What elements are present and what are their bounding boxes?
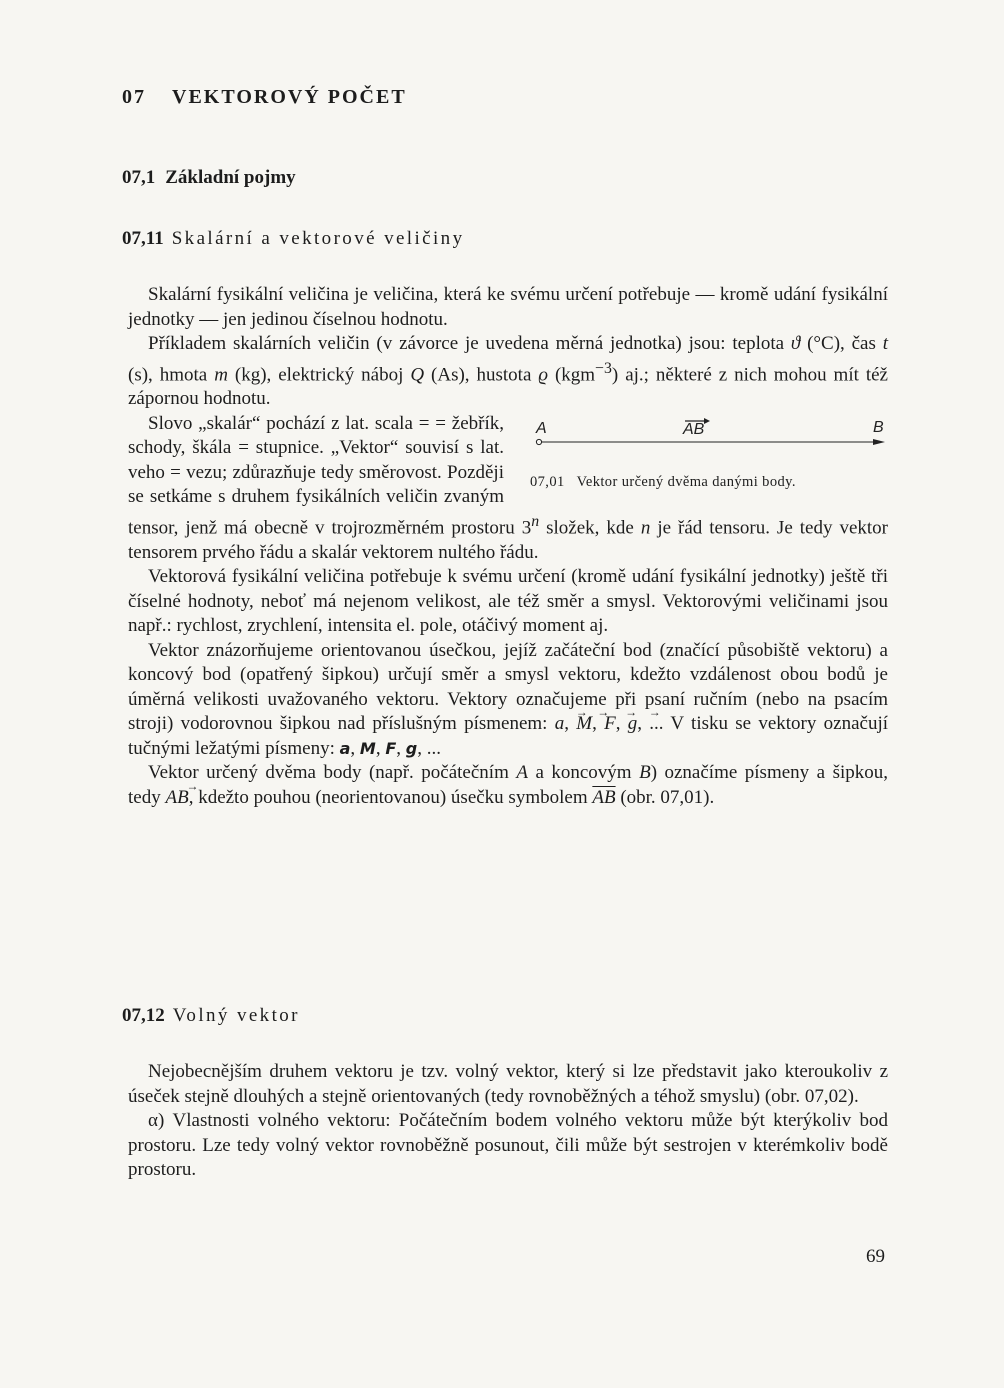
bold-m-symbol: M: [359, 738, 376, 758]
paragraph-vector-definition: [128, 565, 888, 639]
subsection-2-number: 07,12: [122, 1005, 165, 1026]
p4-text: Vektorová fysikální veličina potřebuje k svému určení (kromě udání fysikální jednotky) ještě tři číselné hodnoty, neboť má nejenom velikost, ale též směr a smysl. Vektorovými veličinami jsou např.: rychlost, zrychlení, intensita el. pole, otáčivý moment aj.: [128, 566, 888, 637]
p2-d: (kg), elektrický náboj: [227, 363, 411, 385]
p6-b: a koncovým: [527, 762, 640, 784]
p2-b: (°C), čas: [800, 333, 883, 354]
vec-m-symbol: → M: [576, 713, 592, 734]
subsection-1-number: 07,11: [122, 228, 164, 249]
vec-ab-symbol: → AB: [165, 787, 188, 808]
p6-a: Vektor určený dvěma body (např. počátečním: [148, 762, 517, 784]
figure-caption-text: Vektor určený dvěma danými body.: [576, 473, 796, 490]
p2-exponent: −3: [595, 359, 612, 377]
vec-g-symbol: → g: [628, 713, 638, 734]
figure-number: 07,01: [530, 473, 565, 490]
p2-f: (kgm: [548, 363, 596, 385]
bold-f-symbol: F: [385, 738, 397, 758]
point-a-label: A: [536, 419, 547, 437]
subsection-2-title: Volný vektor: [172, 1005, 300, 1026]
a-point-symbol: A: [516, 762, 528, 784]
subsection-heading-2: [122, 1005, 300, 1027]
segment-ab-symbol: $\overline{AB}$: [592, 786, 616, 808]
theta-symbol: ϑ: [790, 333, 801, 354]
paragraph-scalar-definition: [128, 283, 888, 332]
section-title: Základní pojmy: [165, 167, 296, 188]
p5-end: , ...: [417, 737, 441, 759]
vec-a-symbol: → a: [555, 713, 565, 734]
m-symbol: m: [214, 363, 228, 385]
section-number: 07,1: [122, 167, 156, 188]
point-b-label: B: [873, 418, 884, 436]
p3-exponent: n: [531, 512, 540, 530]
paragraph-free-vector: [128, 1060, 888, 1109]
p6-c: ) označíme písmeny a šipkou, tedy: [128, 762, 889, 808]
p3-text3: je řád tensoru. Je tedy vektor tensorem prvého řádu a skalár vektorem nultého řádu.: [128, 517, 888, 563]
chapter-heading: [122, 86, 407, 109]
paragraph-scalar-origin: [128, 412, 888, 565]
subsection-heading-1: [122, 228, 464, 250]
paragraph-free-vector-properties: [128, 1109, 888, 1183]
t-symbol: t: [882, 333, 888, 354]
p6-d: , kdežto pouhou (neorientovanou) úsečku symbolem: [188, 786, 593, 808]
subsection-1-title: Skalární a vektorové veličiny: [171, 228, 465, 249]
vector-ab-label: AB: [683, 420, 705, 438]
paragraph-vector-notation: Vektor znázorňujeme orientovanou úsečkou, jejíž začáteční bod (značící působiště vektoru) a koncový bod (opatřený šipkou) určují směr a smysl vektoru, kdežto vzdálenost obou bodů je úměrná velikosti uvažovaného vektoru. Vektory označujeme při psaní ručním (nebo na psacím stroji) vodorovnou šipkou nad příslušným písmenem: → a, → M, → F, → g, ... V tisku se vektory označují tučnými ležatými písmeny: a, M, F, g, ...: [128, 639, 888, 762]
p3-text: Slovo „skalár“ pochází z lat. scala = = žebřík, schody, škála = stupnice. „Vektor“ souvisí s lat. veho = vezu; zdůrazňuje tedy směrovost. Později se setkáme s druhem fysikálních veličin zvaným tensor, jenž má obecně v trojrozměrném prostoru 3: [128, 412, 532, 539]
n-symbol: n: [640, 517, 651, 539]
paragraph-vector-ab: [128, 761, 888, 810]
point-a-circle: [536, 439, 541, 444]
p5-mid: , ... V tisku se vektory označují tučnými ležatými písmeny:: [128, 713, 889, 759]
figure-caption: [530, 470, 796, 495]
p3-text2: složek, kde: [539, 517, 641, 539]
chapter-title: VEKTOROVÝ POČET: [172, 86, 407, 108]
b-point-symbol: B: [639, 762, 651, 784]
body-text-block-2: [128, 1060, 888, 1183]
rho-symbol: ϱ: [538, 363, 548, 385]
paragraph-scalar-examples: [128, 332, 888, 412]
p1-text: Skalární fysikální veličina je veličina, která ke svému určení potřebuje — kromě udání fysikální jednotky — jen jedinou číselnou hodnotu.: [128, 284, 888, 330]
p2-a: Příkladem skalárních veličin (v závorce je uvedena měrná jednotka) jsou: teplota: [148, 333, 791, 354]
p2-g: ) aj.; některé z nich mohou mít též zápornou hodnotu.: [128, 363, 888, 410]
p2-c: (s), hmota: [128, 363, 215, 385]
vector-ab-arrowhead: [873, 439, 885, 445]
vector-ab-label-arrowhead: [704, 418, 710, 424]
p2-e: (As), hustota: [424, 363, 539, 385]
vector-ab-diagram: [528, 412, 888, 468]
body-text-block-1: [128, 283, 888, 810]
p8-text: Vlastnosti volného vektoru: Počátečním bodem volného vektoru může být kterýkoliv bod prostoru. Lze tedy volný vektor rovnoběžně posunout, čili může být sestrojen v kterémkoliv bodě prostoru.: [128, 1110, 888, 1180]
section-heading: [122, 167, 296, 189]
figure-07-01: [528, 412, 888, 500]
vec-f-symbol: → F: [604, 713, 616, 734]
bold-a-symbol: a: [339, 738, 351, 758]
page-number: 69: [866, 1246, 885, 1267]
q-symbol: Q: [410, 363, 425, 385]
p8-label: α): [148, 1110, 165, 1131]
p7-text: Nejobecnějším druhem vektoru je tzv. volný vektor, který si lze představit jako kteroukoliv z úseček stejně dlouhých a stejně orientovaných (tedy rovnoběžných a téhož smyslu) (obr. 07,02).: [128, 1061, 888, 1107]
p5-text: Vektor znázorňujeme orientovanou úsečkou, jejíž začáteční bod (značící působiště vektoru) a koncový bod (opatřený šipkou) určují směr a smysl vektoru, kdežto vzdálenost obou bodů je úměrná velikosti uvažovaného vektoru. Vektory označujeme při psaní ručním (nebo na psacím stroji) vodorovnou šipkou nad příslušným písmenem:: [128, 639, 888, 735]
chapter-number: 07: [122, 86, 146, 108]
bold-g-symbol: g: [405, 738, 418, 758]
p6-e: (obr. 07,01).: [615, 786, 715, 808]
